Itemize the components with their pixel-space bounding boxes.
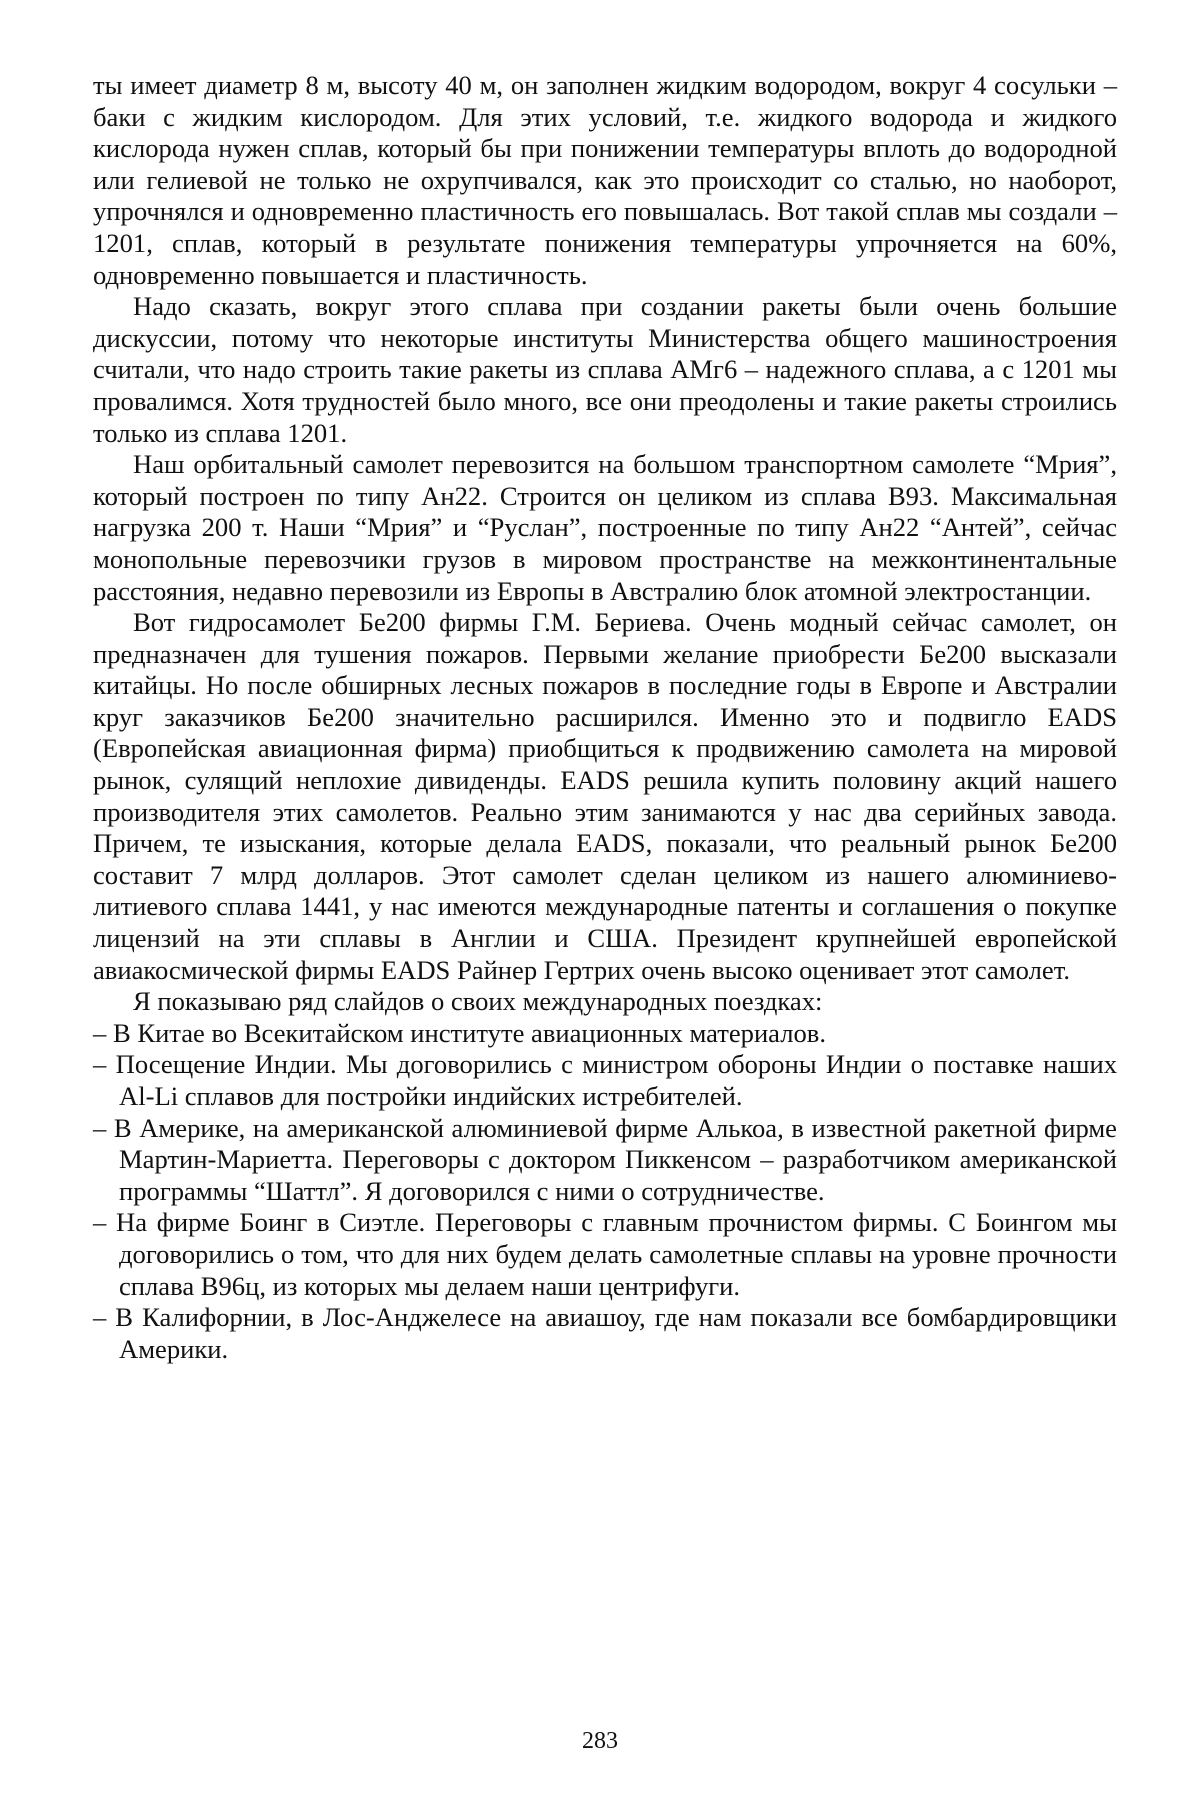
list-item-trip-california: – В Калифорнии, в Лос-Анджелесе на авиашоу, где нам показали все бомбардировщики Америки. (93, 1302, 1117, 1364)
paragraph-be200-seaplane: Вот гидросамолет Бе200 фирмы Г.М. Бериева. Очень модный сейчас самолет, он предназначен для тушения пожаров. Первыми желание приобрести Бе200 высказали китайцы. Но после обширных лесных пожаров в последние годы в Европе и Австралии круг заказчиков Бе200 значительно расширился. Именно это и подвигло EADS (Европейская авиационная фирма) приобщиться к продвижению самолета на мировой рынок, сулящий неплохие дивиденды. EADS решила купить половину акций нашего производителя этих самолетов. Реально этим занимаются у нас два серийных завода. Причем, те изыскания, которые делала EADS, показали, что реальный рынок Бе200 составит 7 млрд долларов. Этот самолет сделан целиком из нашего алюминиево-литиевого сплава 1441, у нас имеются международные патенты и соглашения о покупке лицензий на эти сплавы в Англии и США. Президент крупнейшей европейской авиакосмической фирмы EADS Райнер Гертрих очень высоко оценивает этот самолет. (93, 607, 1117, 985)
list-item-trip-india: – Посещение Индии. Мы договорились с министром обороны Индии о поставке наших Al-Li сплавов для постройки индийских истребителей. (93, 1049, 1117, 1111)
page-body (93, 70, 1117, 1365)
paragraph-alloy-discussion: Надо сказать, вокруг этого сплава при создании ракеты были очень большие дискуссии, потому что некоторые институты Министерства общего машиностроения считали, что надо строить такие ракеты из сплава АМг6 – надежного сплава, а с 1201 мы провалимся. Хотя трудностей было много, все они преодолены и такие ракеты строились только из сплава 1201. (93, 291, 1117, 448)
trips-list (93, 1018, 1117, 1366)
page-number: 283 (582, 1728, 618, 1754)
paragraph-rocket-alloy-1201: ты имеет диаметр 8 м, высоту 40 м, он заполнен жидким водородом, вокруг 4 сосульки – баки с жидким кислородом. Для этих условий, т.е. жидкого водорода и жидкого кислорода нужен сплав, который бы при понижении температуры вплоть до водородной или гелиевой не только не охрупчивался, как это происходит со сталью, но наоборот, упрочнялся и одновременно пластичность его повышалась. Вот такой сплав мы создали – 1201, сплав, который в результате понижения температуры упрочняется на 60%, одновременно повышается и пластичность. (93, 70, 1117, 290)
paragraph-slides-intro: Я показываю ряд слайдов о своих международных поездках: (133, 986, 823, 1017)
list-item-trip-boeing: – На фирме Боинг в Сиэтле. Переговоры с главным прочнистом фирмы. С Боингом мы договорились о том, что для них будем делать самолетные сплавы на уровне прочности сплава В96ц, из которых мы делаем наши центрифуги. (93, 1207, 1117, 1301)
list-item-trip-china: – В Китае во Всекитайском институте авиационных материалов. (93, 1017, 826, 1048)
list-item-trip-america: – В Америке, на американской алюминиевой фирме Алькоа, в известной ракетной фирме Мартин-Мариетта. Переговоры с доктором Пиккенсом – разработчиком американской программы “Шаттл”. Я договорился с ними о сотрудничестве. (93, 1112, 1117, 1206)
paragraph-mriya-transport: Наш орбитальный самолет перевозится на большом транспортном самолете “Мрия”, который построен по типу Ан22. Строится он целиком из сплава В93. Максимальная нагрузка 200 т. Наши “Мрия” и “Руслан”, построенные по типу Ан22 “Антей”, сейчас монопольные перевозчики грузов в мировом пространстве на межконтинентальные расстояния, недавно перевозили из Европы в Австралию блок атомной электростанции. (93, 449, 1117, 606)
